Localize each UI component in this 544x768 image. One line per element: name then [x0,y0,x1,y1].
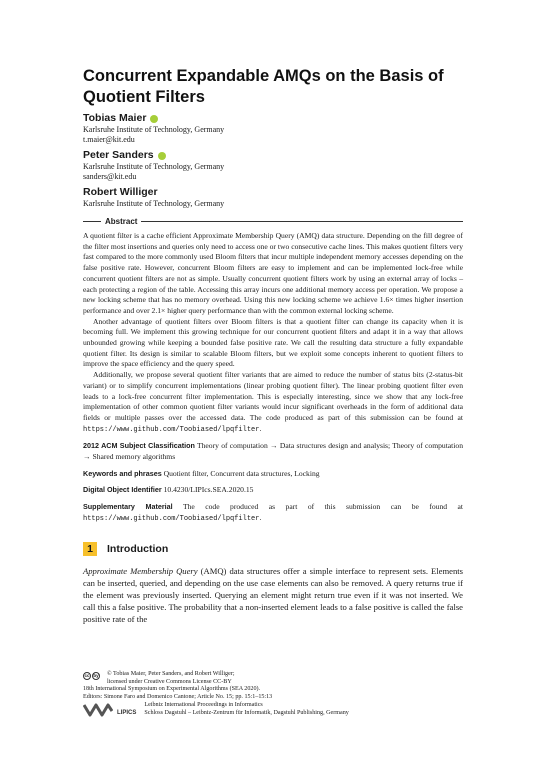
acm-classification [83,441,463,462]
keywords [83,469,463,480]
author-email[interactable]: sanders@kit.edu [83,172,137,181]
abstract-paragraph: A quotient filter is a cache efficient Approximate Membership Query (AMQ) data structure. Depending on the fill degree of the filter most insertions and queries only need to access one or two consecutive cache lines. This makes quotient filters very fast compared to the more commonly used Bloom filters that incur multiple independent memory accesses depending on the false positive rate. However, concurrent Bloom filters are easy to implement and can be implemented lock-free while concurrent quotient filters are not as simple. Usually concurrent quotient filters work by using an external array of locks – each protecting a region of the table. Accessing this array incurs one additional memory access per operation. We propose a new locking scheme that has no memory overhead. Using this new locking scheme we achieve 1.6× times higher insertion performance and over 2.1× higher query performance than with the common external locking scheme. [83,231,463,315]
intro-text: (AMQ) data structures offer a simple interface to represent sets. Elements can be inserted, queried, and depending on the use case elements can also be removed. A query returns true if the element was previously inserted. Querying an element might return true even if it was not inserted. We call this a false positive. The probability that a non-inserted element leads to a false positive is called the false positive rate of the [83,565,464,624]
author-name-text: Robert Williger [83,186,158,198]
author-name [83,186,463,199]
author-block [83,112,463,145]
code-link[interactable]: https://www.github.com/Toobiased/lpqfilter [83,514,260,523]
meta-label: Supplementary Material [83,502,173,512]
meta-text: Quotient filter, Concurrent data structures, Locking [163,468,320,478]
section-heading [83,542,463,556]
cc-icon: cc [84,673,90,679]
orcid-icon[interactable] [158,152,166,160]
supplementary-material [83,502,463,524]
meta-label: 2012 ACM Subject Classification [83,441,195,451]
lipics-row [83,702,463,717]
author-block [83,149,463,182]
punct: . [259,512,262,522]
paper-title: Concurrent Expandable AMQs on the Basis of Quotient Filters [83,67,444,106]
author-block [83,186,463,209]
punct: . [259,423,262,433]
meta-text: The code produced as part of this submission can be found at [182,502,463,512]
orcid-icon[interactable] [150,115,158,123]
meta-label: Digital Object Identifier [83,485,162,495]
intro-paragraph [83,565,463,625]
author-affiliation: Karlsruhe Institute of Technology, Germany [83,162,225,171]
lipics-logo-icon [83,703,113,717]
meta-label: Keywords and phrases [83,468,162,478]
author-email[interactable]: t.maier@kit.edu [83,135,135,144]
symposium-line: 18th International Symposium on Experimental Algorithms (SEA 2020). [83,686,261,692]
license-text [107,671,235,686]
section-number-badge: 1 [83,542,97,556]
intro-term: Approximate Membership Query [83,565,198,576]
author-name [83,112,463,125]
abstract-heading [83,217,463,226]
author-name [83,149,463,162]
doi [83,485,463,496]
abstract-paragraph: Another advantage of quotient filters over Bloom filters is that a quotient filter can change its capacity when it is becoming full. We implement this growing technique for our concurrent quotient filters and adapt it in a way that allows unbounded growing while keeping a bounded false positive rate. We call the resulting data structure a fully expandable quotient filter. Its design is similar to scalable Bloom filters, but we exploit some concepts inherent to quotient filters to improve the space efficiency and the query speed. [83,316,463,369]
author-affiliation: Karlsruhe Institute of Technology, Germany [83,125,225,134]
author-name-text: Tobias Maier [83,112,147,124]
license-line: licensed under Creative Commons License CC-BY [107,678,232,685]
abstract-heading-text: Abstract [105,217,138,226]
series-line: Leibniz International Proceedings in Informatics [144,702,263,708]
meta-text: Theory of computation → Data structures design and analysis; Theory of computation → Shared memory algorithms [83,441,463,462]
abstract-text: Additionally, we propose several quotient filter variants that are aimed to reduce the number of status bits (2-status-bit variant) or to simplify concurrent implementations (linear probing quotient filter). The linear probing quotient filter even leads to a lock-free concurrent filter implementation. This is especially interesting, since we show that any lock-free implementation of other common quotient filter variants would incur significant overheads in the form of additional data fields or multiple passes over the accessed data. The code produced as part of this submission can be found at [83,370,463,422]
license-row [83,671,463,686]
author-name-text: Peter Sanders [83,149,154,161]
heading-rule [83,221,101,222]
lipics-wordmark: LIPICS [117,709,137,716]
abstract-paragraph [83,370,463,435]
copyright-line: © Tobias Maier, Peter Sanders, and Robert Williger; [107,671,235,677]
author-affiliation: Karlsruhe Institute of Technology, Germany [83,199,225,208]
doi-link[interactable]: 10.4230/LIPIcs.SEA.2020.15 [163,485,254,495]
editors-line: Editors: Simone Faro and Domenico Cantone; Article No. 15; pp. 15:1–15:13 [83,693,273,700]
abstract [83,231,463,435]
heading-rule [141,221,463,222]
code-link[interactable]: https://www.github.com/Toobiased/lpqfilter [83,425,260,434]
paper-page [83,66,463,625]
section-title: Introduction [107,542,169,555]
cc-license-icon[interactable] [83,672,101,680]
by-icon: by [93,673,99,679]
publisher-text [144,702,348,717]
footer [83,671,463,717]
publisher-line: Schloss Dagstuhl – Leibniz-Zentrum für Informatik, Dagstuhl Publishing, Germany [144,709,349,716]
